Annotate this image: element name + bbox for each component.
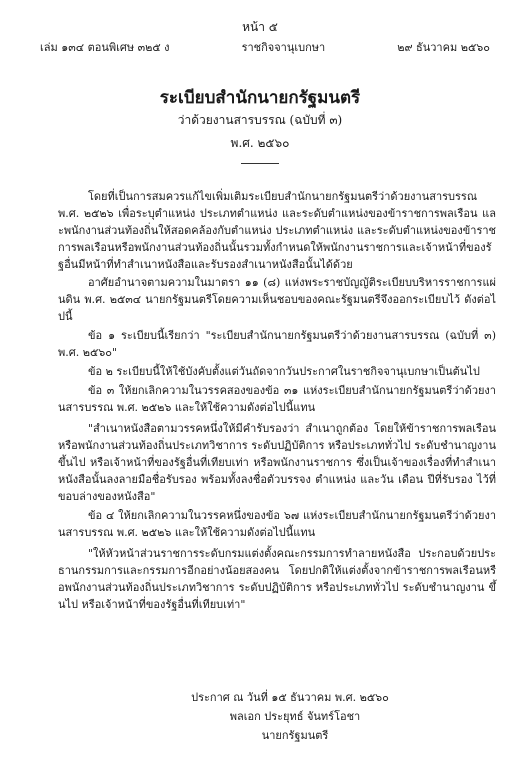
preamble-paragraph: โดยที่เป็นการสมควรแก้ไขเพิ่มเติมระเบียบสำนักนายกรัฐมนตรีว่าด้วยงานสารบรรณ พ.ศ. ๒๕๒๖ เพื่อระบุตำแหน่ง ประเภทตำแหน่ง และระดับตำแหน่งของข้าราชการพลเรือน และพนักงานส่วนท้องถิ่นให้สอดคล้องกับตำแหน่ง ประเภทตำแหน่ง และระดับตำแหน่งของข้าราชการพลเรือนหรือพนักงานส่วนท้องถิ่นนั้นรวมทั้งกำหนดให้พนักงานราชการและเจ้าหน้าที่ของรัฐอื่นมีหน้าที่ทำสำเนาหนังสือและรับรองสำเนาหนังสือนั้นได้ด้วย — [58, 190, 496, 271]
gazette-name: ราชกิจจานุเบกษา — [241, 41, 326, 54]
authority-paragraph: อาศัยอำนาจตามความในมาตรา ๑๑ (๘) แห่งพระราชบัญญัติระเบียบบริหารราชการแผ่นดิน พ.ศ. ๒๕๓๔ นายกรัฐมนตรีโดยความเห็นชอบของคณะรัฐมนตรีจึงออกระเบียบไว้ ดังต่อไปนี้ — [58, 276, 496, 323]
clause-3: ข้อ ๓ ให้ยกเลิกความในวรรคสองของข้อ ๓๑ แห่งระเบียบสำนักนายกรัฐมนตรีว่าด้วยงานสารบรรณ พ.ศ. ๒๕๒๖ และให้ใช้ความดังต่อไปนี้แทน — [58, 384, 496, 414]
title-divider — [241, 163, 279, 164]
gazette-date: ๒๙ ธันวาคม ๒๕๖๐ — [397, 41, 490, 54]
gazette-header — [40, 38, 490, 56]
clause-4: ข้อ ๔ ให้ยกเลิกความในวรรคหนึ่งของข้อ ๖๗ แห่งระเบียบสำนักนายกรัฐมนตรีว่าด้วยงานสารบรรณ พ.ศ. ๒๕๒๖ และให้ใช้ความดังต่อไปนี้แทน — [58, 509, 496, 539]
document-body — [58, 188, 496, 614]
clause-2: ข้อ ๒ ระเบียบนี้ให้ใช้บังคับตั้งแต่วันถัดจากวันประกาศในราชกิจจานุเบกษาเป็นต้นไป — [88, 365, 480, 378]
clause-3-quote: "สำเนาหนังสือตามวรรคหนึ่งให้มีคำรับรองว่า สำเนาถูกต้อง โดยให้ข้าราชการพลเรือนหรือพนักงานส่วนท้องถิ่นประเภทวิชาการ ระดับปฏิบัติการ หรือประเภททั่วไป ระดับชำนาญงาน ขึ้นไป หรือเจ้าหน้าที่ของรัฐอื่นที่เทียบเท่า หรือพนักงานราชการ ซึ่งเป็นเจ้าของเรื่องที่ทำสำเนาหนังสือนั้นลงลายมือชื่อรับรอง พร้อมทั้งลงชื่อตัวบรรจง ตำแหน่ง และวัน เดือน ปีที่รับรอง ไว้ที่ขอบล่างของหนังสือ" — [58, 422, 496, 503]
signatory-position: นายกรัฐมนตรี — [261, 729, 329, 742]
volume-info: เล่ม ๑๓๔ ตอนพิเศษ ๓๒๕ ง — [40, 41, 170, 54]
clause-1: ข้อ ๑ ระเบียบนี้เรียกว่า "ระเบียบสำนักนายกรัฐมนตรีว่าด้วยงานสารบรรณ (ฉบับที่ ๓) พ.ศ. ๒๕๖๐" — [58, 329, 496, 359]
announcement-date: ประกาศ ณ วันที่ ๑๕ ธันวาคม พ.ศ. ๒๕๖๐ — [191, 691, 389, 704]
page-number: หน้า ๕ — [242, 20, 278, 34]
document-year: พ.ศ. ๒๕๖๐ — [230, 136, 290, 150]
signature-block — [0, 688, 520, 745]
document-title: ระเบียบสำนักนายกรัฐมนตรี — [159, 88, 361, 108]
document-subtitle: ว่าด้วยงานสารบรรณ (ฉบับที่ ๓) — [177, 113, 343, 127]
clause-4-quote: "ให้หัวหน้าส่วนราชการระดับกรมแต่งตั้งคณะกรรมการทำลายหนังสือ ประกอบด้วยประธานกรรมการและกรรมการอีกอย่างน้อยสองคน โดยปกติให้แต่งตั้งจากข้าราชการพลเรือนหรือพนักงานส่วนท้องถิ่นประเภทวิชาการ ระดับปฏิบัติการ หรือประเภททั่วไป ระดับชำนาญงาน ขึ้นไป หรือเจ้าหน้าที่ของรัฐอื่นที่เทียบเท่า" — [58, 547, 496, 611]
signatory-name: พลเอก ประยุทธ์ จันทร์โอชา — [229, 710, 361, 723]
